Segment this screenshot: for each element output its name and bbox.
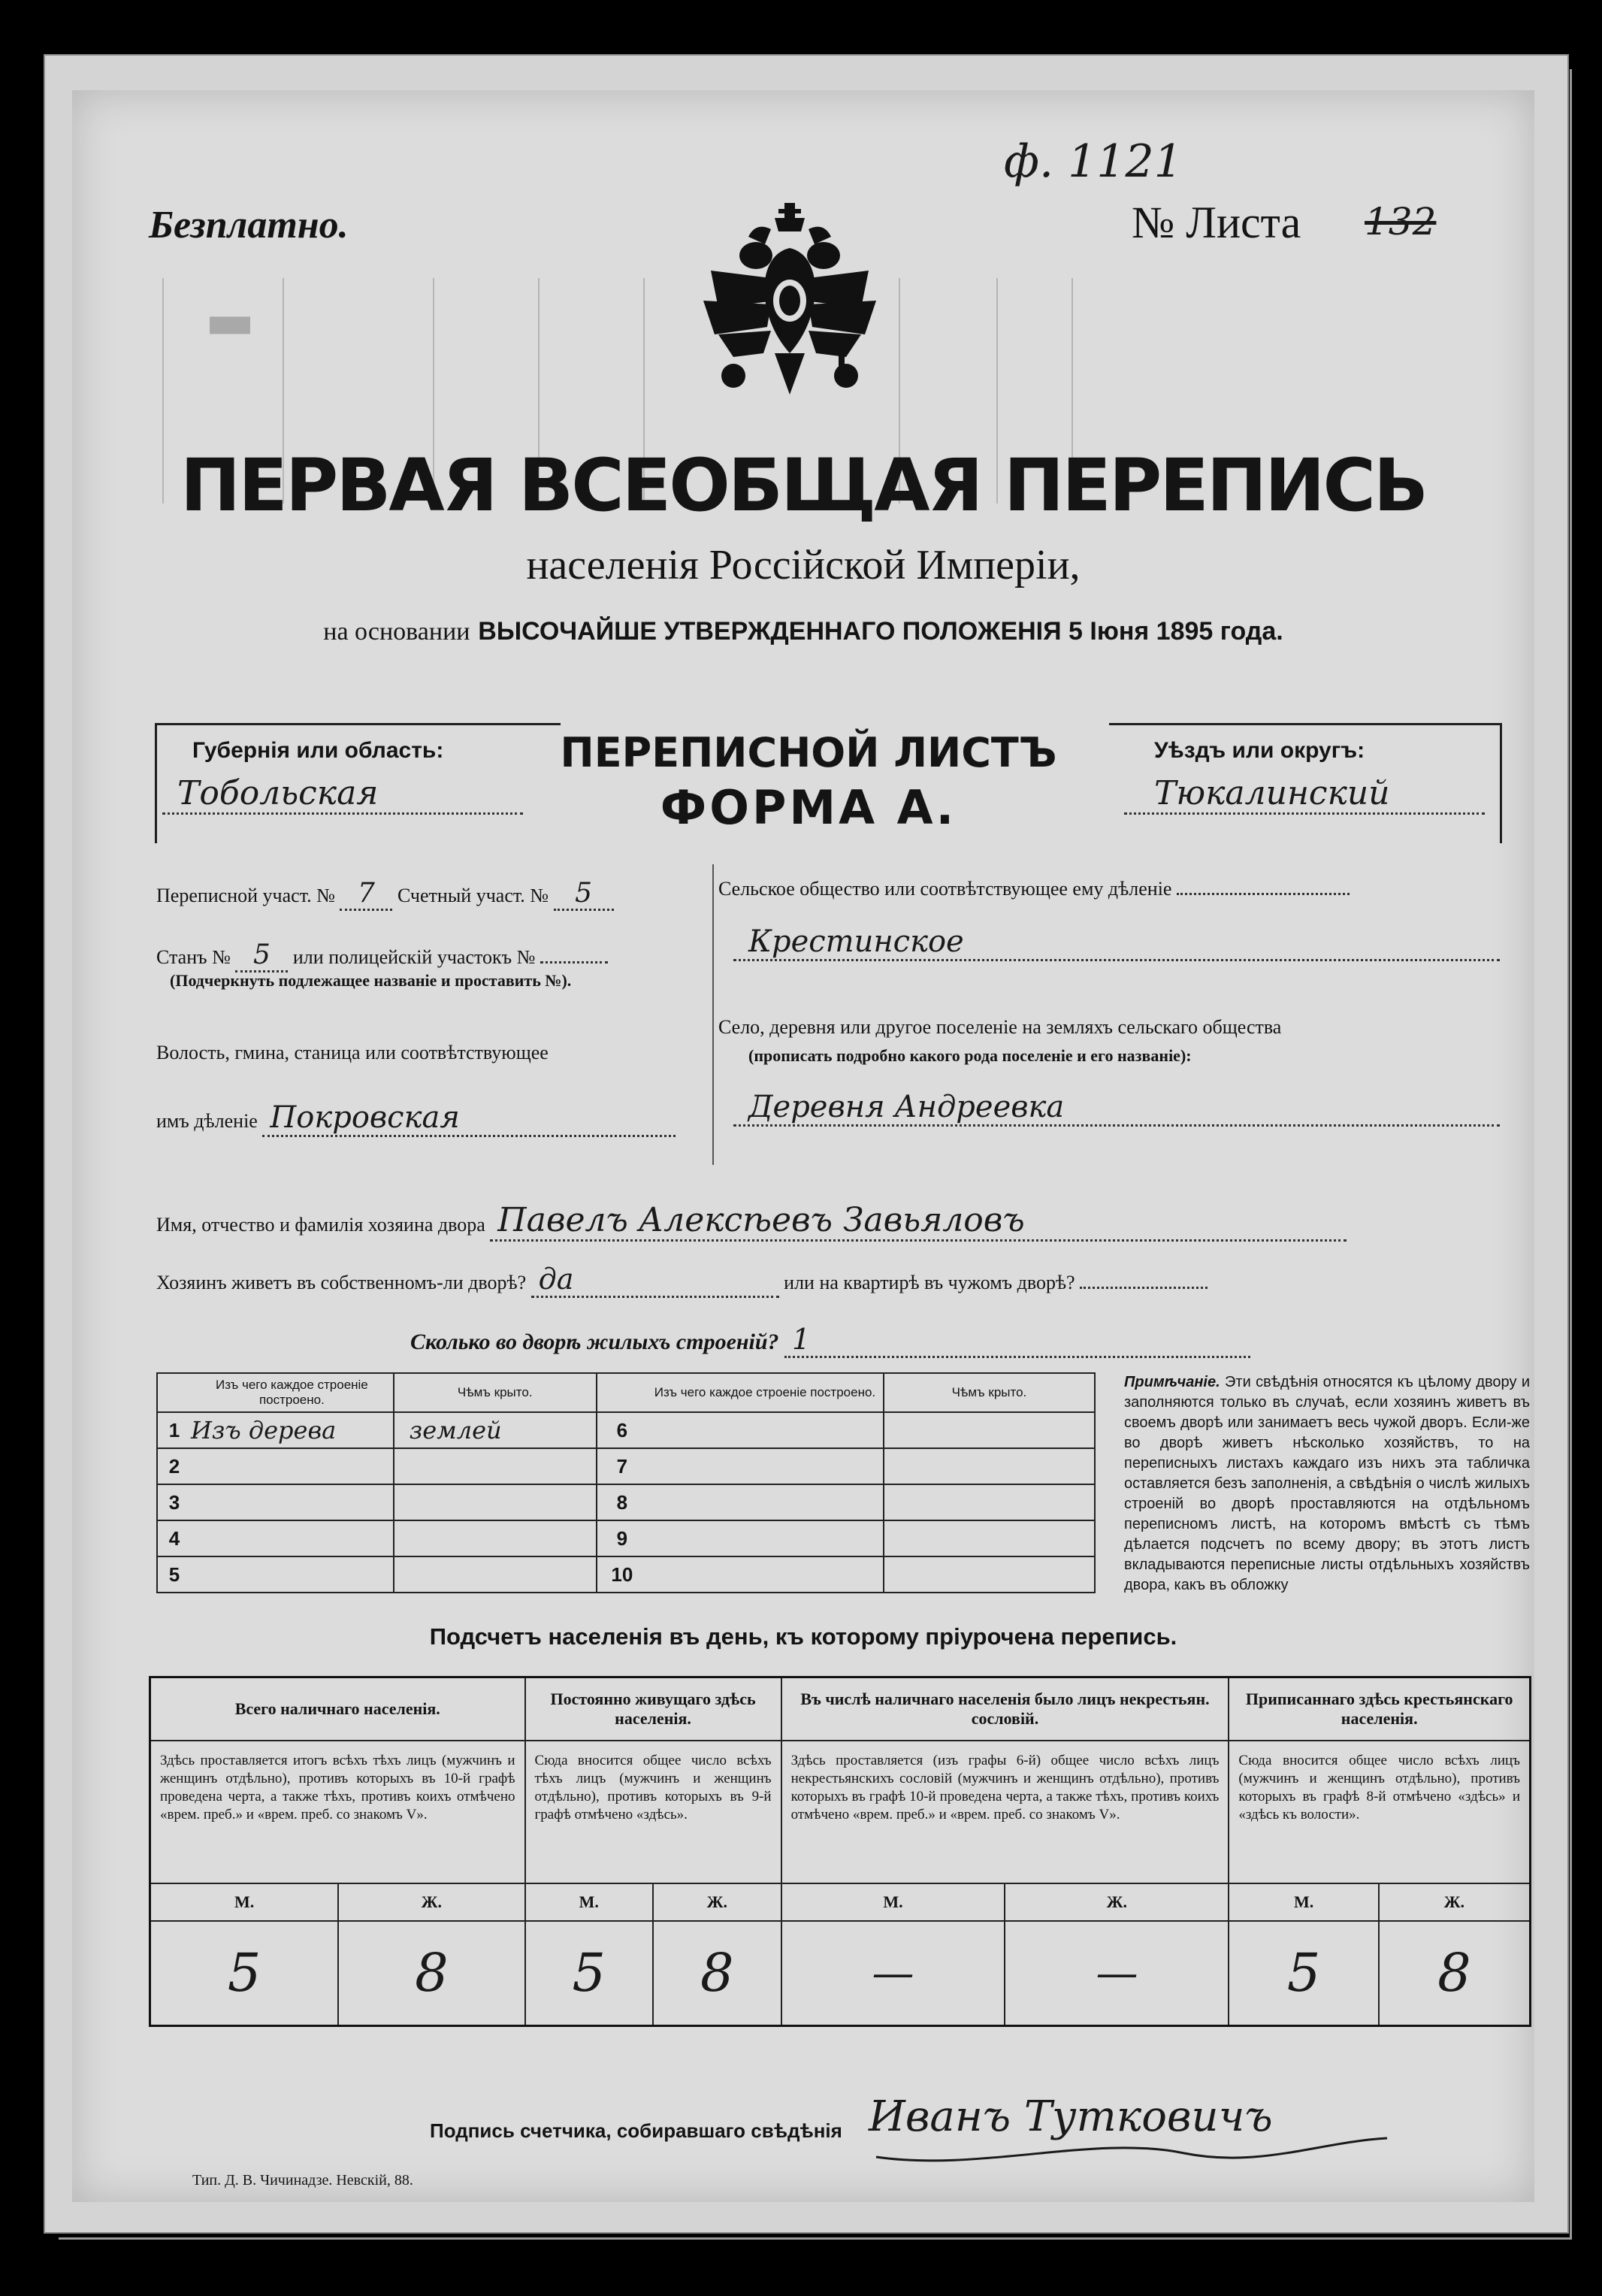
society-label: Сельское общество или соотвѣтствующее ему дѣленіе xyxy=(718,878,1172,900)
owner-label: Имя, отчество и фамилія хозяина двора xyxy=(156,1214,485,1236)
note-text: Эти свѣдѣнія относятся къ цѣлому двору и заполняются только въ случаѣ, если хозяинъ живетъ въ своемъ дворѣ или занимаетъ весь чужой дворъ. Если-же во дворѣ живетъ нѣсколько хозяйствъ, то на переписныхъ листахъ каждаго изъ нихъ эта табличка оставляется безъ заполненія, а свѣдѣнія о числѣ жилыхъ строеній во дворѣ проставляются на отдѣльномъ переписномъ листѣ, на которомъ вмѣстѣ съ тѣмъ дѣлается подсчетъ по всему двору; въ этотъ листъ вкладываются переписные листы отдѣльныхъ хозяйствъ двора, какъ въ обложку xyxy=(1124,1374,1530,1593)
page-title: ПЕРВАЯ ВСЕОБЩАЯ ПЕРЕПИСЬ xyxy=(180,443,1427,528)
district-value: 7 xyxy=(340,878,392,911)
building-1-roof: землей xyxy=(394,1412,597,1448)
province-label: Губернія или область: xyxy=(192,738,444,763)
village-note: (прописать подробно какого рода поселеніе и его названіе): xyxy=(748,1046,1192,1065)
count-value: 5 xyxy=(554,878,614,911)
printer-imprint: Тип. Д. В. Чичинадзе. Невскій, 88. xyxy=(192,2172,413,2189)
volost-value: Покровская xyxy=(262,1100,676,1137)
present-female-count: 8 xyxy=(338,1921,524,2026)
col-registered-desc: Сюда вносится общее число всѣхъ лицъ (мужчинъ и женщинъ отдѣльно), противъ которыхъ въ графѣ 8-й отмѣчено «здѣсь» и «здѣсь къ волости». xyxy=(1229,1741,1530,1883)
buildings-table xyxy=(156,1372,1096,1593)
form-title: ПЕРЕПИСНОЙ ЛИСТЪ xyxy=(560,729,1057,776)
material-header-left: Изъ чего каждое строеніе построено. xyxy=(191,1373,394,1412)
table-row: 5 10 xyxy=(157,1556,1095,1593)
col-nonpeasant-title: Въ числѣ наличнаго населенія было лицъ некрестьян. сословій. xyxy=(781,1677,1229,1741)
population-heading: Подсчетъ населенія въ день, къ которому пріурочена перепись. xyxy=(429,1623,1177,1650)
buildings-label: Сколько во дворѣ жилыхъ строеній? xyxy=(410,1330,779,1354)
village-label: Село, деревня или другое поселеніе на земляхъ сельскаго общества xyxy=(718,1016,1282,1038)
sheet-number-value: 132 xyxy=(1365,200,1437,244)
stan-field xyxy=(156,939,608,973)
signature-flourish xyxy=(869,2112,1395,2180)
registered-female-count: 8 xyxy=(1379,1921,1531,2026)
col-present-title: Всего наличнаго населенія. xyxy=(150,1677,525,1741)
population-table: Всего наличнаго населенія. Постоянно живущаго здѣсь населенія. Въ числѣ наличнаго населенія было лицъ некрестьян. сословій. Приписаннаго здѣсь крестьянскаго населенія. Здѣсь проставляется итогъ всѣхъ тѣхъ лицъ (мужчинъ и женщинъ отдѣльно), противъ которыхъ въ 10-й графѣ проведена черта, а также тѣхъ, противъ коихъ отмѣчено «врем. преб.» и «врем. преб. со знакомъ V». Сюда вносится общее число всѣхъ тѣхъ лицъ (мужчинъ и женщинъ отдѣльно), противъ которыхъ въ 9-й графѣ отмѣчено «здѣсь». Здѣсь проставляется (изъ графы 6-й) общее число всѣхъ лицъ некрестьянскихъ сословій (мужчинъ и женщинъ отдѣльно), противъ которыхъ въ графѣ 10-й проведена черта, а также тѣхъ, противъ коихъ отмѣчено «врем. преб.» и «врем. преб. со знакомъ V». Сюда вносится общее число всѣхъ лицъ (мужчинъ и женщинъ отдѣльно), противъ которыхъ въ графѣ 8-й отмѣчено «здѣсь» и «здѣсь къ волости». М. Ж. М. Ж. М. Ж. М. Ж. 5 8 5 8 — — 5 8 xyxy=(149,1676,1531,2027)
free-label: Безплатно. xyxy=(149,204,349,247)
district-field xyxy=(156,878,614,911)
bleed-through-text: ████ xyxy=(210,317,250,333)
col-nonpeasant-desc: Здѣсь проставляется (изъ графы 6-й) общее число всѣхъ лицъ некрестьянскихъ сословій (мужчинъ и женщинъ отдѣльно), противъ которыхъ въ графѣ 10-й проведена черта, а также тѣхъ, противъ коихъ отмѣчено «врем. преб.» и «врем. преб. со знакомъ V». xyxy=(781,1741,1229,1883)
archive-reference: ф. 1121 xyxy=(1004,135,1183,188)
buildings-field xyxy=(410,1323,1387,1358)
nonpeasant-female-count: — xyxy=(1005,1921,1229,2026)
roof-header-left: Чѣмъ крыто. xyxy=(394,1373,597,1412)
buildings-value: 1 xyxy=(784,1323,1250,1358)
society-value: Крестинское xyxy=(733,924,1500,961)
col-resident-title: Постоянно живущаго здѣсь населенія. xyxy=(525,1677,781,1741)
table-row: 2 7 xyxy=(157,1448,1095,1484)
legal-basis-prefix: на основании xyxy=(323,618,470,646)
village-value: Деревня Андреевка xyxy=(733,1090,1500,1127)
stan-label: Станъ № xyxy=(156,946,231,968)
signature-value: Иванъ Тутковичъ xyxy=(869,2092,1273,2141)
census-sheet xyxy=(72,90,1534,2202)
present-male-count: 5 xyxy=(150,1921,339,2026)
resident-female-count: 8 xyxy=(653,1921,781,2026)
legal-basis-main: ВЫСОЧАЙШЕ УТВЕРЖДЕННАГО ПОЛОЖЕНІЯ 5 Іюня 1895 года. xyxy=(478,617,1283,646)
building-1-material: Изъ дерева xyxy=(191,1412,394,1448)
count-label: Счетный участ. № xyxy=(397,885,549,906)
page-subtitle: населенія Россійской Имперіи, xyxy=(526,542,1081,588)
form-subtitle: ФОРМА А. xyxy=(660,780,957,835)
uyezd-label: Уѣздъ или округъ: xyxy=(1154,738,1365,763)
other-yard-label: или на квартирѣ въ чужомъ дворѣ? xyxy=(784,1272,1075,1293)
imperial-eagle-emblem xyxy=(703,203,876,406)
col-resident-desc: Сюда вносится общее число всѣхъ тѣхъ лицъ (мужчинъ и женщинъ отдѣльно), противъ которыхъ въ 9-й графѣ отмѣчено «здѣсь». xyxy=(525,1741,781,1883)
volost-label: Волость, гмина, станица или соотвѣтствующее xyxy=(156,1042,549,1063)
table-row: 3 8 xyxy=(157,1484,1095,1520)
resident-male-count: 5 xyxy=(525,1921,654,2026)
material-header-right: Изъ чего каждое строеніе построено. xyxy=(647,1373,884,1412)
province-value: Тобольская xyxy=(162,774,523,815)
legal-basis xyxy=(72,616,1534,646)
signature-label: Подпись счетчика, собиравшаго свѣдѣнія xyxy=(430,2119,842,2142)
note-block xyxy=(1124,1372,1530,1596)
table-row: 1 Изъ дерева землей 6 xyxy=(157,1412,1095,1448)
col-registered-title: Приписаннаго здѣсь крестьянскаго населенія. xyxy=(1229,1677,1530,1741)
sheet-number-label: № Листа xyxy=(1132,198,1301,247)
stan-value: 5 xyxy=(235,939,288,973)
owner-value: Павелъ Алексѣевъ Завьяловъ xyxy=(490,1201,1347,1242)
col-present-desc: Здѣсь проставляется итогъ всѣхъ тѣхъ лицъ (мужчинъ и женщинъ отдѣльно), противъ которыхъ въ 10-й графѣ проведена черта, а также тѣхъ, противъ коихъ отмѣчено «врем. преб.» и «врем. преб. со знакомъ V». xyxy=(150,1741,525,1883)
own-yard-field xyxy=(156,1263,1509,1298)
owner-field xyxy=(156,1201,1509,1242)
society-field xyxy=(718,878,1515,900)
own-yard-label: Хозяинъ живетъ въ собственномъ-ли дворѣ? xyxy=(156,1272,527,1293)
roof-header-right: Чѣмъ крыто. xyxy=(884,1373,1095,1412)
district-label: Переписной участ. № xyxy=(156,885,335,906)
own-yard-value: да xyxy=(531,1263,779,1298)
uyezd-value: Тюкалинский xyxy=(1124,774,1485,815)
volost-label-2: имъ дѣленіе xyxy=(156,1110,258,1132)
underline-note: (Подчеркнуть подлежащее названіе и проставить №). xyxy=(170,971,572,990)
note-heading: Примѣчаніе. xyxy=(1124,1374,1220,1390)
table-row: 4 9 xyxy=(157,1520,1095,1556)
volost-field xyxy=(156,1100,676,1137)
nonpeasant-male-count: — xyxy=(781,1921,1005,2026)
police-label: или полицейскій участокъ № xyxy=(292,946,536,968)
registered-male-count: 5 xyxy=(1229,1921,1378,2026)
